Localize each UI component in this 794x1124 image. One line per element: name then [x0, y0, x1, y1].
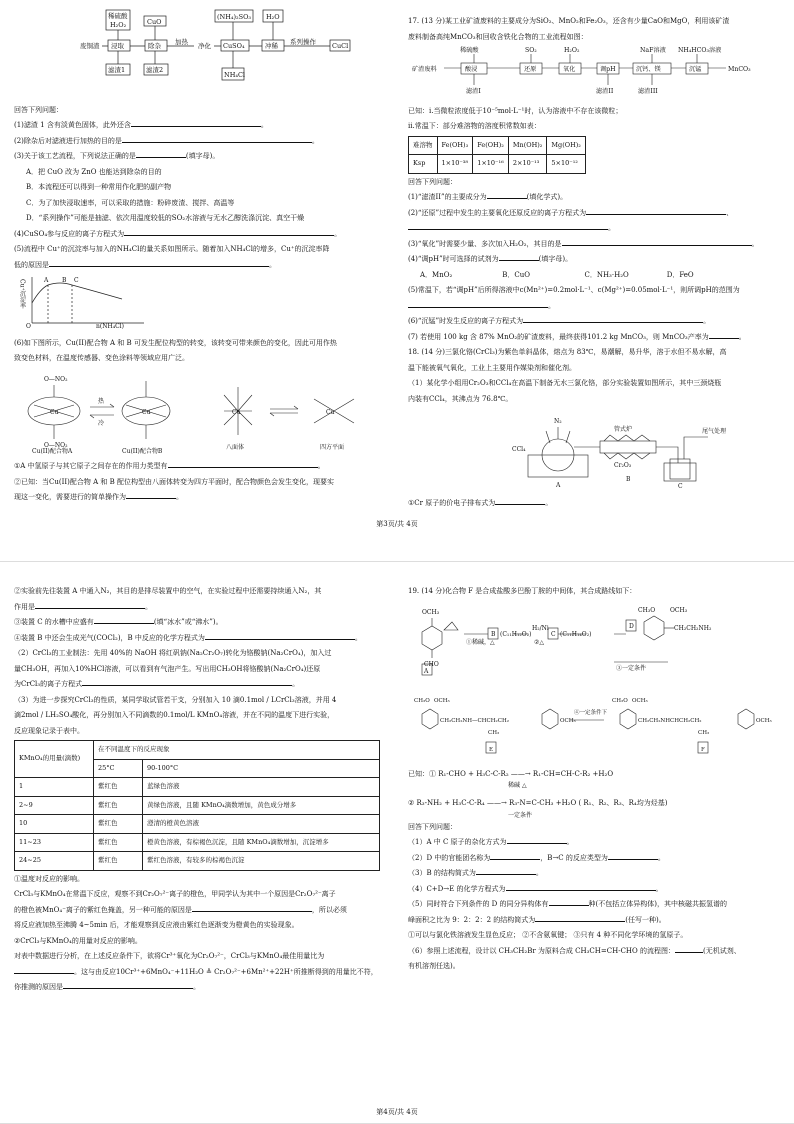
- fc-s1: 浸取: [111, 42, 124, 50]
- known-reaction-1: [408, 767, 780, 783]
- q1-answer-blank[interactable]: [131, 118, 261, 127]
- f17-r2: 滤渣II: [596, 88, 614, 95]
- p4-l15: ②CrCl₃与KMnO₄的用量对反应的影响。: [14, 936, 142, 945]
- p4-l12: CrCl₃与KMnO₄在常温下反应，观察不到Cr₂O₇²⁻离子的橙色，甲同学认为其中一个原因是Cr₂O₇²⁻离子: [14, 890, 336, 898]
- fc-s6: 系列操作: [290, 38, 316, 46]
- app-n2: N₂: [554, 418, 562, 425]
- syn-label-f: F: [701, 747, 705, 753]
- fc-reagent1b: H₂O₂: [110, 21, 127, 29]
- fc-reagent3: (NH₄)₂SO₃: [217, 13, 252, 21]
- q3-line: [14, 149, 388, 165]
- q19-4: （4）C+D→E 的化学方程式为 。: [408, 882, 780, 898]
- fig6-label-a: Cu(II)配合物A: [32, 447, 73, 455]
- kmno4-r0-c1: 紫红色: [94, 778, 143, 797]
- syn-b-formula: (C₁₁H₁₂O₂): [500, 630, 532, 638]
- kmno4-r1-c0: 2~9: [15, 796, 94, 815]
- app-label-a: A: [556, 482, 561, 489]
- app-furnace: 管式炉: [614, 426, 633, 433]
- q19-4-blank[interactable]: [506, 882, 656, 891]
- known-rxn-2-note: ( R₁、R₂、R₃、R₄均为烃基): [578, 799, 668, 807]
- kmno4-r2-c1: 紫红色: [94, 815, 143, 834]
- known-rxn-2-cond: 一定条件: [508, 811, 533, 819]
- fc-product: CuCl: [332, 42, 349, 50]
- p4-l14: 将反应液加热至沸腾 4~5min 后，才能观察到反应液由紫红色逐渐变为橙黄色的实验现象。: [14, 921, 299, 929]
- q19-4-text: （4）C+D→E 的化学方程式为: [408, 884, 506, 893]
- fc-reagent4: H₂O: [266, 13, 280, 21]
- q4-text: (4)CuSO₄参与反应的离子方程式为: [14, 229, 125, 238]
- ksp-val-4: 5×10⁻¹²: [547, 155, 586, 174]
- syn-ch3o-d: CH₃O: [638, 606, 656, 614]
- page4-footer: 第4页/共 4页: [376, 1108, 418, 1116]
- cu-precipitation-graph: [18, 273, 152, 330]
- app-label-c: C: [678, 483, 683, 490]
- syn-f-chain: CH₂CH₂NHCHCH₂CH₂: [638, 718, 702, 724]
- q3-option-a: A．把 CuO 改为 ZnO 也能达到除杂的目的: [26, 167, 162, 176]
- p4-l5: （2）CrCl₃的工业制法：先用 40%的 NaOH 将红矾钠(Na₂Cr₂O₇)转化为铬酸钠(Na₂CrO₄)，加入过: [14, 649, 332, 657]
- q5-line-a: (5)流程中 Cu⁺的沉淀率与加入的NH₄Cl的量关系如图所示。随着加入NH₄Cl的增多，Cu⁺的沉淀率降: [14, 245, 330, 253]
- q17-4-answer-blank[interactable]: [499, 252, 539, 261]
- known-rxn-1-cat: 稀碱: [508, 782, 521, 789]
- p4-l7-text: 为CrCl₃的离子方程式: [14, 680, 83, 688]
- p3-intro17: 回答下列问题：: [408, 177, 457, 186]
- f17-prod: MnCO₃: [728, 66, 751, 73]
- kmno4-r2-c0: 10: [15, 815, 94, 834]
- f17-raw: 矿渣废料: [412, 66, 437, 73]
- q19-2-text-a: （2）D 中的官能团名称为: [408, 853, 491, 862]
- fig6-octahedron: 八面体: [226, 443, 245, 451]
- q4-answer-blank[interactable]: [124, 227, 334, 236]
- q18-1-answer-blank[interactable]: [495, 496, 545, 505]
- syn-r1: ①稀碱，△: [466, 638, 495, 646]
- q3-option-b: B．本流程还可以得到一种常用作化肥的副产物: [26, 183, 172, 191]
- q17-4-opt-a: A．MnO₂: [420, 270, 453, 279]
- kmno4-r1-c2: 黄绿色溶液，且随 KMnO₄滴数增加，黄色成分增多: [143, 796, 380, 815]
- q17-7-answer-blank[interactable]: [709, 330, 739, 339]
- q6-2-line-a: ②已知：当Cu(II)配合物 A 和 B 配位构型由八面体转变为四方平面时，配合物颜色会发生变化，现要实: [14, 477, 334, 486]
- q18-1-text: ①Cr 原子的价电子排布式为: [408, 498, 496, 507]
- q19-1: （1）A 中 C 原子的杂化方式为 。: [408, 835, 780, 851]
- fig6-heat: 热: [98, 397, 105, 405]
- cucl-flowchart: [14, 6, 388, 96]
- q17-7-text: (7) 若使用 100 kg 含 87% MnO₂的矿渣废料，最终获得101.2 kg MnCO₃，则 MnCO₃产率为: [408, 332, 709, 341]
- graph-point-a: A: [44, 277, 49, 284]
- p4-l3-tail: (填“冰水”或“沸水”)。: [153, 618, 223, 626]
- q17-4-tail: (填字母)。: [538, 255, 573, 263]
- fig6-cu-oct: Cu: [232, 408, 241, 416]
- fc-heat: 加热: [175, 38, 188, 46]
- page3-right-column: [408, 14, 780, 511]
- ksp-head-0: 难溶物: [409, 136, 438, 155]
- known-rxn-1: R₁-CHO + H₃C-C-R₂ ——→ R₁-CH=CH-C-R₂ +H₂O: [438, 769, 614, 778]
- known-reaction-2: [408, 796, 780, 812]
- q19-2: （2）D 中的官能团名称为 ，B→C 的反应类型为 。: [408, 851, 780, 867]
- kmno4-r3-c2: 橙黄色溶液，有棕褐色沉淀，且随 KMnO₄滴数增加，沉淀增多: [143, 833, 380, 852]
- known-rxn-1-cond: [408, 782, 780, 790]
- q1-text: (1)滤渣 1 含有淡黄色固体，此外还含: [14, 121, 131, 129]
- p4-l18: 你推测的原因是 。: [14, 980, 388, 996]
- q19-5-blank-c[interactable]: [535, 913, 625, 922]
- q19-5-text-c: 峰面积之比为 9：2：2：2 的结构简式为: [408, 915, 536, 924]
- q6-line-b: 致变色材料，在温度传感器、变色涂料等领域应用广泛。: [14, 354, 189, 362]
- q6-2-answer-blank[interactable]: [126, 490, 176, 499]
- p4-l17: [14, 965, 388, 981]
- q17-3-line: (3)“氧化”时需要少量、多次加入H₂O₂，其目的是 。: [408, 237, 780, 253]
- apparatus-figure: [408, 407, 780, 489]
- q3-option-d: D．“系列操作”可能是抽滤、依次用温度较低的SO₂水溶液与无水乙醇洗涤沉淀、真空干燥: [26, 214, 305, 222]
- graph-point-c: C: [74, 277, 79, 284]
- kmno4-r2-c2: 澄清的橙黄色溶液: [143, 815, 380, 834]
- table-row: [15, 815, 380, 834]
- syn-ch3-e: CH₃: [488, 730, 500, 736]
- q17-6-line: (6)“沉锰”时发生反应的离子方程式为 。: [408, 314, 780, 330]
- q2-line: (2)除杂后对滤液进行加热的目的是 。: [14, 134, 388, 150]
- p4-l2-text: 作用是: [14, 602, 35, 611]
- ksp-head-1: Fe(OH)₃: [437, 136, 473, 155]
- f17-r1: 滤渣I: [466, 88, 481, 95]
- q6-2-line-b: 现这一变化，需要进行的简单操作为 。: [14, 490, 388, 506]
- ksp-table: [408, 136, 586, 174]
- fc-reagent2: CuO: [147, 18, 162, 26]
- f17-a2: SO₂: [525, 47, 537, 54]
- q17-2-answer-blank-b[interactable]: [408, 221, 608, 230]
- app-cr2o3: Cr₂O₃: [614, 462, 632, 469]
- syn-och3-f: OCH₃: [632, 698, 648, 704]
- syn-r2: ②△: [534, 638, 544, 646]
- syn-nh2: CH₂CH₂NH₂: [674, 624, 712, 632]
- app-label-b: B: [626, 476, 631, 483]
- q18-line-a: 18. (14 分)三氯化铬(CrCl₃)为紫色单斜晶体，熔点为 83℃，易潮解，易升华，溶于水但不易水解，高: [408, 348, 727, 356]
- q17-6-text: (6)“沉锰”时发生反应的离子方程式为: [408, 317, 524, 325]
- f17-s5: 沉钙、镁: [636, 66, 661, 73]
- f17-a5: NH₄HCO₃溶液: [678, 47, 722, 54]
- kmno4-r3-c0: 11~23: [15, 833, 94, 852]
- q19-5-e: ①可以与氯化铁溶液发生显色反应； ②不含氨氧键； ③只有 4 种不同化学环境的氢原子。: [408, 931, 688, 939]
- kmno4-r4-c0: 24~25: [15, 852, 94, 871]
- graph-point-b: B: [62, 277, 67, 284]
- q17-6-answer-blank[interactable]: [523, 314, 703, 323]
- q5-text-b: 低的原因是: [14, 260, 49, 269]
- table-row: [15, 778, 380, 797]
- q18-1-line: ①Cr 原子的价电子排布式为 。: [408, 496, 780, 512]
- q1-line: (1)滤渣 1 含有淡黄色固体，此外还含 。: [14, 118, 388, 134]
- q17-4-line: [408, 252, 780, 268]
- syn-och3-e: OCH₃: [434, 698, 450, 704]
- synthesis-route-1: [408, 600, 780, 686]
- q17-1-answer-blank[interactable]: [487, 190, 527, 199]
- q17-line-a: 17. (13 分)某工业矿渣废料的主要成分为SiO₂、MnO₂和Fe₂O₃，还含有少量CaO和MgO，利用该矿渣: [408, 17, 730, 25]
- q6-1-line: ①A 中氢原子与其它原子之间存在的作用力类型有 。: [14, 459, 388, 475]
- page3-footer: 第3页/共 4页: [376, 520, 418, 528]
- q17-2-text: (2)“还原”过程中发生的主要氧化还原反应的离子方程式为: [408, 208, 587, 217]
- p4-l17-blank[interactable]: [14, 965, 74, 974]
- kmno4-sub-1: 90-100°C: [143, 759, 380, 778]
- syn-e-chain: CH₂CH₂NH—CHCH₂CH₂: [440, 718, 509, 724]
- q17-4-options: [408, 268, 780, 284]
- fig6-cool: 冷: [98, 419, 105, 427]
- p4-l4-blank[interactable]: [205, 631, 355, 640]
- kmno4-r1-c1: 紫红色: [94, 796, 143, 815]
- known-2: ii.常温下：部分难溶物的溶度积常数如表：: [408, 122, 541, 130]
- fig6-label-b: Cu(II)配合物B: [122, 447, 163, 455]
- known-rxn-2: R₃-NH₂ + H₃C-C-R₄ ——→ R₃-N=C-CH₃ +H₂O: [416, 799, 577, 807]
- kmno4-r0-c2: 蓝绿色溶液: [143, 778, 380, 797]
- syn-och3-d: OCH₃: [670, 606, 688, 614]
- known-2-num: ②: [408, 799, 415, 807]
- ksp-head-3: Mn(OH)₂: [508, 136, 547, 155]
- table-row: [15, 833, 380, 852]
- q17-1-tail: (填化学式)。: [526, 193, 568, 201]
- p4-l13-text: 的橙色被MnO₄⁻离子的紫红色掩盖，另一种可能的原因是: [14, 905, 192, 914]
- fc-s2: 除杂: [148, 42, 161, 50]
- fig6-no2-top-a: O—NO₂: [44, 375, 68, 383]
- syn-label-a: A: [424, 667, 429, 675]
- p4-l13: [14, 903, 388, 919]
- kmno4-sub-0: 25°C: [94, 759, 143, 778]
- p4-l7: 为CrCl₃的离子方程式 。: [14, 677, 388, 693]
- q19-6: [408, 944, 780, 960]
- p4-l13-tail: ，所以必须: [311, 905, 347, 914]
- p4-l7-blank[interactable]: [82, 677, 292, 686]
- ksp-val-1: 1×10⁻³⁸: [437, 155, 473, 174]
- p4-l10: 反应现象记录于表中。: [14, 726, 84, 735]
- q17-7-line: (7) 若使用 100 kg 含 87% MnO₂的矿渣废料，最终获得101.2 kg MnCO₃，则 MnCO₃产率为 。: [408, 330, 780, 346]
- q6-1-answer-blank[interactable]: [168, 459, 318, 468]
- f17-a3: H₂O₂: [564, 47, 580, 54]
- ksp-head-4: Mg(OH)₂: [547, 136, 586, 155]
- graph-ylabel: Cu⁺沉淀率: [18, 279, 26, 309]
- fc-r1: 滤渣1: [108, 66, 126, 74]
- p4-l18-blank[interactable]: [63, 980, 193, 989]
- kmno4-head-row: [15, 741, 380, 760]
- f17-a1: 稀硫酸: [460, 47, 479, 54]
- graph-origin: O: [26, 323, 31, 330]
- q17-1-line: [408, 190, 780, 206]
- syn-och3-a: OCH₃: [422, 608, 440, 616]
- p4-l9: 滴2mol / LH₂SO₄酸化，再分别加入不同滴数的0.1mol/L KMnO₄溶液，并在不同的温度下进行实验，: [14, 711, 335, 719]
- syn-label-e: E: [489, 747, 494, 753]
- q19-2-blank-b[interactable]: [608, 851, 658, 860]
- q19-6-blank[interactable]: [675, 944, 703, 953]
- q4-line: (4)CuSO₄参与反应的离子方程式为 。: [14, 227, 388, 243]
- syn-ch3o-f: CH₃O: [612, 698, 628, 704]
- q19-2-blank-a[interactable]: [490, 851, 540, 860]
- f17-r3: 滤渣III: [638, 88, 658, 95]
- q17-4-opt-d: D．FeO: [666, 270, 694, 279]
- q19-3-text: （3）B 的结构简式为: [408, 869, 476, 877]
- syn-label-d: D: [629, 622, 634, 630]
- ksp-value-row: [409, 155, 586, 174]
- kmno4-r0-c0: 1: [15, 778, 94, 797]
- q6-2-text-b: 现这一变化，需要进行的简单操作为: [14, 493, 126, 501]
- q18-line-d: 内装有CCl₄，其沸点为 76.8℃。: [408, 394, 513, 403]
- p4-l3-text: ③装置 C 的水槽中应盛有: [14, 618, 94, 626]
- syn-c-formula: (C₁₁H₁₄O₂): [560, 630, 592, 638]
- syn-r3: ③一定条件: [616, 664, 647, 672]
- fig6-cu-b: Cu: [142, 408, 151, 416]
- q19-6-text-b: (无机试剂、: [703, 946, 741, 955]
- p4-l2: 作用是 。: [14, 600, 388, 616]
- q19-3: （3）B 的结构简式为 。: [408, 866, 780, 882]
- p4-l11: ①温度对反应的影响。: [14, 874, 84, 883]
- fc-raw: 废铜渣: [80, 42, 100, 50]
- p4-l6: 量CH₃OH，再加入10%HCl溶液，可以看到有气泡产生。写出用CH₃OH将铬酸钠(Na₂CrO₄)还原: [14, 664, 321, 673]
- fc-reagent1: 稀硫酸: [108, 12, 128, 20]
- p4-l16: 对表中数据进行分析，在上述反应条件下，欲将Cr³⁺氧化为Cr₂O₇²⁻，CrCl₃与KMnO₄最佳用量比为: [14, 952, 325, 960]
- ksp-head-2: Fe(OH)₂: [473, 136, 509, 155]
- q18-line-c: （1）某化学小组用Cr₂O₃和CCl₄在高温下制备无水三氯化铬，部分实验装置如图所示，其中三颈烧瓶: [408, 379, 722, 387]
- ksp-header-row: [409, 136, 586, 155]
- q19-5-c: [408, 913, 780, 929]
- q17-3-answer-blank[interactable]: [562, 237, 752, 246]
- page3-left-column: [14, 6, 388, 506]
- p4-l8: （3）为进一步探究CrCl₃的性质，某同学取试管若干支，分别加入 10 滴0.1mol / LCrCl₃溶液，并用 4: [14, 695, 337, 704]
- p4-l17-text: 。这与由反应10Cr³⁺+6MnO₄⁻+11H₂O ≜ Cr₂O₇²⁻+6Mn²⁺+22H⁺所推断得到的用量比不符，: [74, 967, 378, 976]
- p4-l2-blank[interactable]: [35, 600, 145, 609]
- syn-h2ni: H₂/Ni: [532, 624, 549, 632]
- fc-s3: 净化: [198, 42, 211, 50]
- q19-2-text-b: ，B→C 的反应类型为: [540, 853, 608, 862]
- table-row: [15, 852, 380, 871]
- mnco3-flowchart: [408, 45, 780, 97]
- q19-5-text-a: （5）同时符合下列条件的 D 的同分异构体有: [408, 900, 549, 908]
- app-ccl4: CCl₄: [512, 446, 526, 453]
- q19-title: 19. (14 分)化合物 F 是合成盐酸多巴酚丁胺的中间体，其合成路线如下：: [408, 587, 637, 595]
- known-label: 已知：①: [408, 769, 436, 778]
- q17-4-opt-c: C．NH₃·H₂O: [584, 270, 629, 279]
- q19-5-text-d: (任写一种)。: [625, 915, 666, 924]
- ksp-val-0: Ksp: [409, 155, 438, 174]
- q19-3-blank[interactable]: [476, 866, 536, 875]
- q3-option-c: C．为了加快浸取速率，可以采取的措施：粉碎废渣、搅拌、高温等: [26, 198, 235, 207]
- syn-label-b: B: [491, 630, 496, 638]
- syn-ch3o-e: CH₃O: [414, 698, 430, 704]
- q19-5-blank-a[interactable]: [549, 897, 589, 906]
- fc-s4: CuSO₄: [223, 42, 245, 50]
- q5-answer-blank[interactable]: [49, 258, 269, 267]
- q2-text: (2)除杂后对滤液进行加热的目的是: [14, 136, 122, 145]
- syn-cho: CHO: [424, 660, 439, 668]
- q17-4-text: (4)“调pH”时可选择的试剂为: [408, 255, 499, 263]
- f17-s6: 沉锰: [689, 66, 702, 73]
- q17-3-text: (3)“氧化”时需要少量、多次加入H₂O₂，其目的是: [408, 239, 562, 248]
- q17-2-line-b: 。: [408, 221, 780, 237]
- fc-s5: 冲稀: [265, 42, 278, 50]
- fig6-cu-a: Cu: [50, 408, 59, 416]
- q17-5-line-b: 。: [408, 299, 780, 315]
- p4-l13-blank[interactable]: [192, 903, 312, 912]
- q19-1-blank[interactable]: [507, 835, 567, 844]
- f17-s3: 氧化: [563, 66, 576, 73]
- q19-5: [408, 897, 780, 913]
- page4-left-column: [14, 584, 388, 996]
- q17-1-text: (1)“滤渣II”的主要成分为: [408, 193, 487, 201]
- p3-intro: 回答下列问题：: [14, 105, 63, 114]
- kmno4-head-1: KMnO₄的用量(滴数): [15, 741, 94, 778]
- known-1: 已知：i.当微粒浓度低于10⁻⁵mol·L⁻¹时，认为溶液中不存在该微粒；: [408, 106, 623, 115]
- q6-1-text: ①A 中氢原子与其它原子之间存在的作用力类型有: [14, 462, 168, 470]
- p4-l18-text: 你推测的原因是: [14, 983, 63, 991]
- fc-r2: 滤渣2: [146, 66, 164, 74]
- syn-och3-e2: OCH₃: [560, 718, 576, 724]
- q6-line-a: (6)如下图所示，Cu(II)配合物 A 和 B 可发生配位构型的转变，该转变可带来颜色的变化，因此可用作热: [14, 338, 337, 347]
- q19-5-text-b: 种(不包括立体异构体)，其中核磁共振氢谱的: [588, 900, 727, 908]
- graph-xlabel: n(NH₄Cl): [96, 323, 124, 330]
- f17-s4: 调pH: [600, 66, 616, 73]
- q3-answer-blank[interactable]: [136, 149, 186, 158]
- page-4: [0, 562, 794, 1124]
- q5-line-b: 低的原因是 。: [14, 258, 388, 274]
- q19-6-c: 有机溶剂任选)。: [408, 962, 460, 970]
- q19-1-text: （1）A 中 C 原子的杂化方式为: [408, 838, 507, 846]
- q17-5-answer-blank[interactable]: [408, 299, 548, 308]
- p4-intro19: 回答下列问题：: [408, 822, 457, 831]
- ksp-val-2: 1×10⁻¹⁶: [473, 155, 509, 174]
- f17-s2: 还原: [524, 66, 537, 73]
- syn-label-c: C: [551, 630, 556, 638]
- syn-ch3-f: CH₃: [698, 730, 710, 736]
- kmno4-r4-c2: 紫红色溶液，有较多的棕褐色沉淀: [143, 852, 380, 871]
- fig6-square-planar: 四方平面: [320, 443, 345, 451]
- app-tail: 尾气处理: [702, 428, 727, 435]
- q17-2-answer-blank[interactable]: [586, 206, 726, 215]
- q17-line-b: 废料制备高纯MnCO₃和回收含铁化合物的工业流程如图：: [408, 32, 588, 41]
- q3-tail: (填字母)。: [185, 152, 220, 160]
- p4-l4-text: ④装置 B 中还会生成光气(COCl₂)，B 中反应的化学方程式为: [14, 633, 205, 642]
- q3-text: (3)关于该工艺流程，下列说法正确的是: [14, 152, 136, 160]
- table-row: [15, 796, 380, 815]
- fig6-cu-sq: Cu: [326, 408, 335, 416]
- fig6-no2-bottom-a: O—NO₂: [44, 441, 68, 449]
- q17-5-line: (5)常温下，若“调pH”后所得溶液中c(Mn²⁺)=0.2mol·L⁻¹、c(Mg²⁺)=0.05mol·L⁻¹，则所调pH的范围为: [408, 286, 740, 294]
- kmno4-table: [14, 740, 380, 871]
- p4-l1: ②实验前先往装置 A 中通入N₂，其目的是排尽装置中的空气，在实验过程中还需要持续通入N₂，其: [14, 587, 322, 595]
- page4-right-column: [408, 584, 780, 975]
- q17-2-line: (2)“还原”过程中发生的主要氧化还原反应的离子方程式为 、: [408, 206, 780, 222]
- q18-line-b: 温下能被氧气氧化，工业上主要用作媒染剂和催化剂。: [408, 363, 576, 372]
- fc-nh4cl: NH₄Cl: [224, 71, 246, 79]
- p4-l3-blank[interactable]: [94, 615, 154, 624]
- q19-6-text-a: （6）参照上述流程，设计以 CH₃CH₂Br 为原料合成 CH₃CH=CH-CHO 的流程图：: [408, 946, 675, 955]
- q2-answer-blank[interactable]: [122, 134, 312, 143]
- known-rxn-1-heat: △: [521, 782, 527, 789]
- syn-r4: ④一定条件下: [574, 710, 608, 716]
- ksp-val-3: 2×10⁻¹³: [508, 155, 547, 174]
- f17-a4: NaF溶液: [640, 47, 666, 54]
- f17-s1: 酸浸: [465, 66, 478, 73]
- kmno4-r4-c1: 紫红色: [94, 852, 143, 871]
- kmno4-head-2: 在不同温度下的反应现象: [94, 741, 380, 760]
- p4-l3: [14, 615, 388, 631]
- q17-4-opt-b: B．CuO: [502, 270, 530, 279]
- synthesis-route-2: [408, 692, 780, 756]
- complex-structure-figure: [14, 367, 388, 453]
- p4-l4: ④装置 B 中还会生成光气(COCl₂)，B 中反应的化学方程式为 。: [14, 631, 388, 647]
- kmno4-r3-c1: 紫红色: [94, 833, 143, 852]
- syn-och3-f2: OCH₃: [756, 718, 772, 724]
